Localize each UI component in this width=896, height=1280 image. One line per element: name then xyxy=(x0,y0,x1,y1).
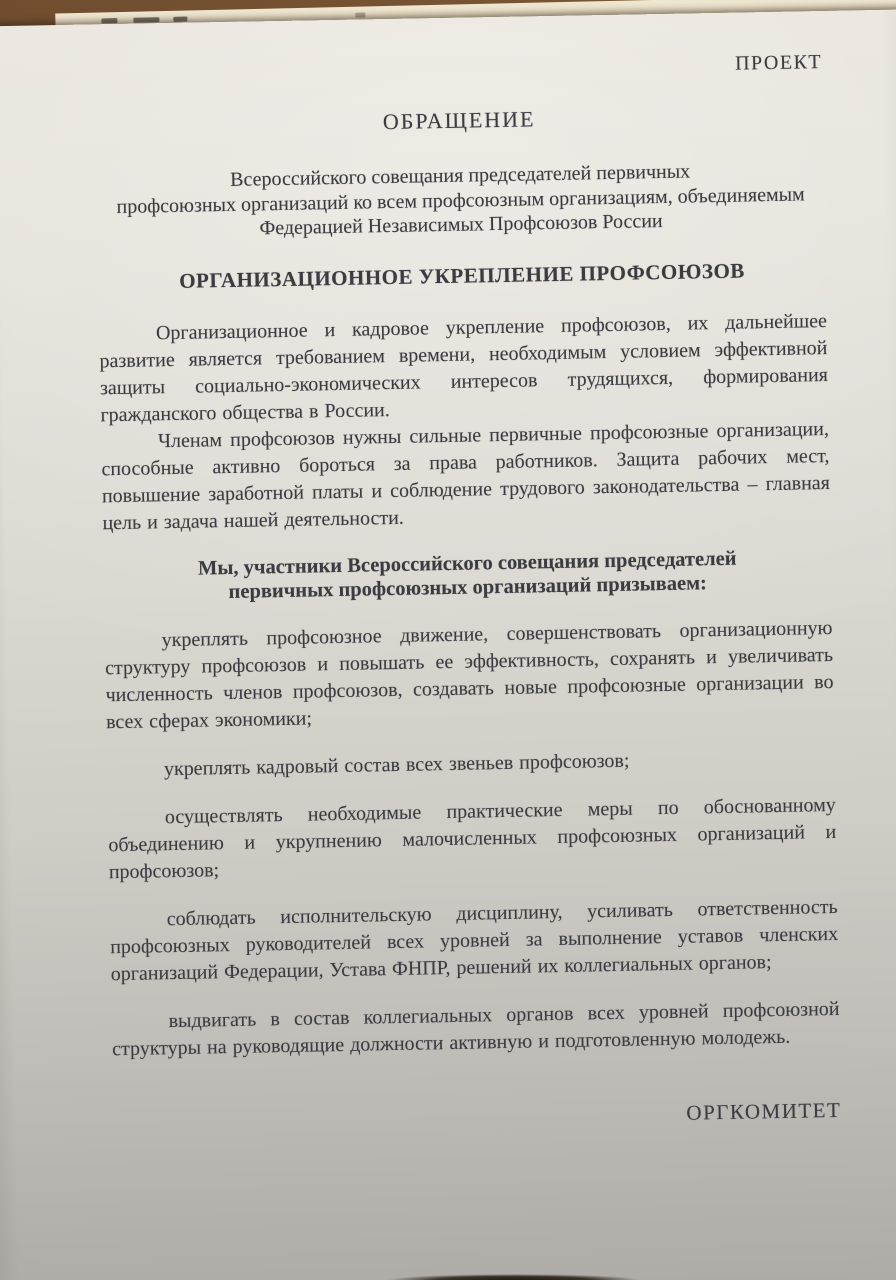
addressee-line: Федерацией Независимых Профсоюзов России xyxy=(259,209,663,240)
draft-stamp: ПРОЕКТ xyxy=(734,51,823,75)
document-page xyxy=(0,9,896,1280)
body-paragraph: Членам профсоюзов нужны сильные первичные профсоюзные организации, способные активно бороться за права работников. Защита рабочих мест, повышение заработной платы и соблюдение трудового законодательства – главная цель и задача нашей деятельности. xyxy=(101,417,831,534)
call-item: соблюдать исполнительскую дисциплину, усиливать ответственность профсоюзных руководителей всех уровней за выполнение уставов членских организаций Федерации, Устава ФНПР, решений их коллегиальных органов; xyxy=(110,895,839,985)
underlying-page-text-fragment xyxy=(173,17,187,22)
call-to-action-heading xyxy=(103,544,832,606)
addressee-line: профсоюзных организаций ко всем профсоюзным организациям, объединяемым xyxy=(116,182,805,218)
call-item: укреплять кадровый состав всех звеньев профсоюзов; xyxy=(163,749,630,780)
signature: ОРГКОМИТЕТ xyxy=(686,1097,842,1125)
addressee-block xyxy=(96,157,825,244)
underlying-page-text-fragment xyxy=(133,17,159,23)
desk-gap-bottom-edge xyxy=(388,1274,640,1280)
call-heading-line: первичных профсоюзных организаций призываем: xyxy=(228,572,708,604)
body-paragraph: Организационное и кадровое укрепление профсоюзов, их дальнейшее развитие является требованием времени, необходимым условием эффективной защиты социально-экономических интересов трудящихся, формирования гражданского общества в России. xyxy=(99,309,829,426)
call-heading-line: Мы, участники Всероссийского совещания председателей xyxy=(197,547,737,580)
underlying-page-text-fragment xyxy=(101,18,117,23)
document-title: ОБРАЩЕНИЕ xyxy=(382,106,536,135)
document-content xyxy=(0,10,896,1138)
underlying-page-text-fragment xyxy=(355,12,365,17)
call-item: осуществлять необходимые практические меры по обоснованному объединению и укрупнению малочисленных профсоюзных организаций и профсоюзов; xyxy=(108,793,837,883)
call-item: укреплять профсоюзное движение, совершенствовать организационную структуру профсоюзов и повышать ее эффективность, сохранять и увеличивать численность членов профсоюзов, создавать новые профсоюзные организации во всех сферах экономики; xyxy=(104,616,834,733)
subject-heading: ОРГАНИЗАЦИОННОЕ УКРЕПЛЕНИЕ ПРОФСОЮЗОВ xyxy=(178,257,746,293)
call-item: выдвигать в состав коллегиальных органов всех уровней профсоюзной структуры на руководящие должности активную и подготовленную молодежь. xyxy=(111,997,840,1060)
addressee-line: Всероссийского совещания председателей первичных xyxy=(229,160,691,191)
